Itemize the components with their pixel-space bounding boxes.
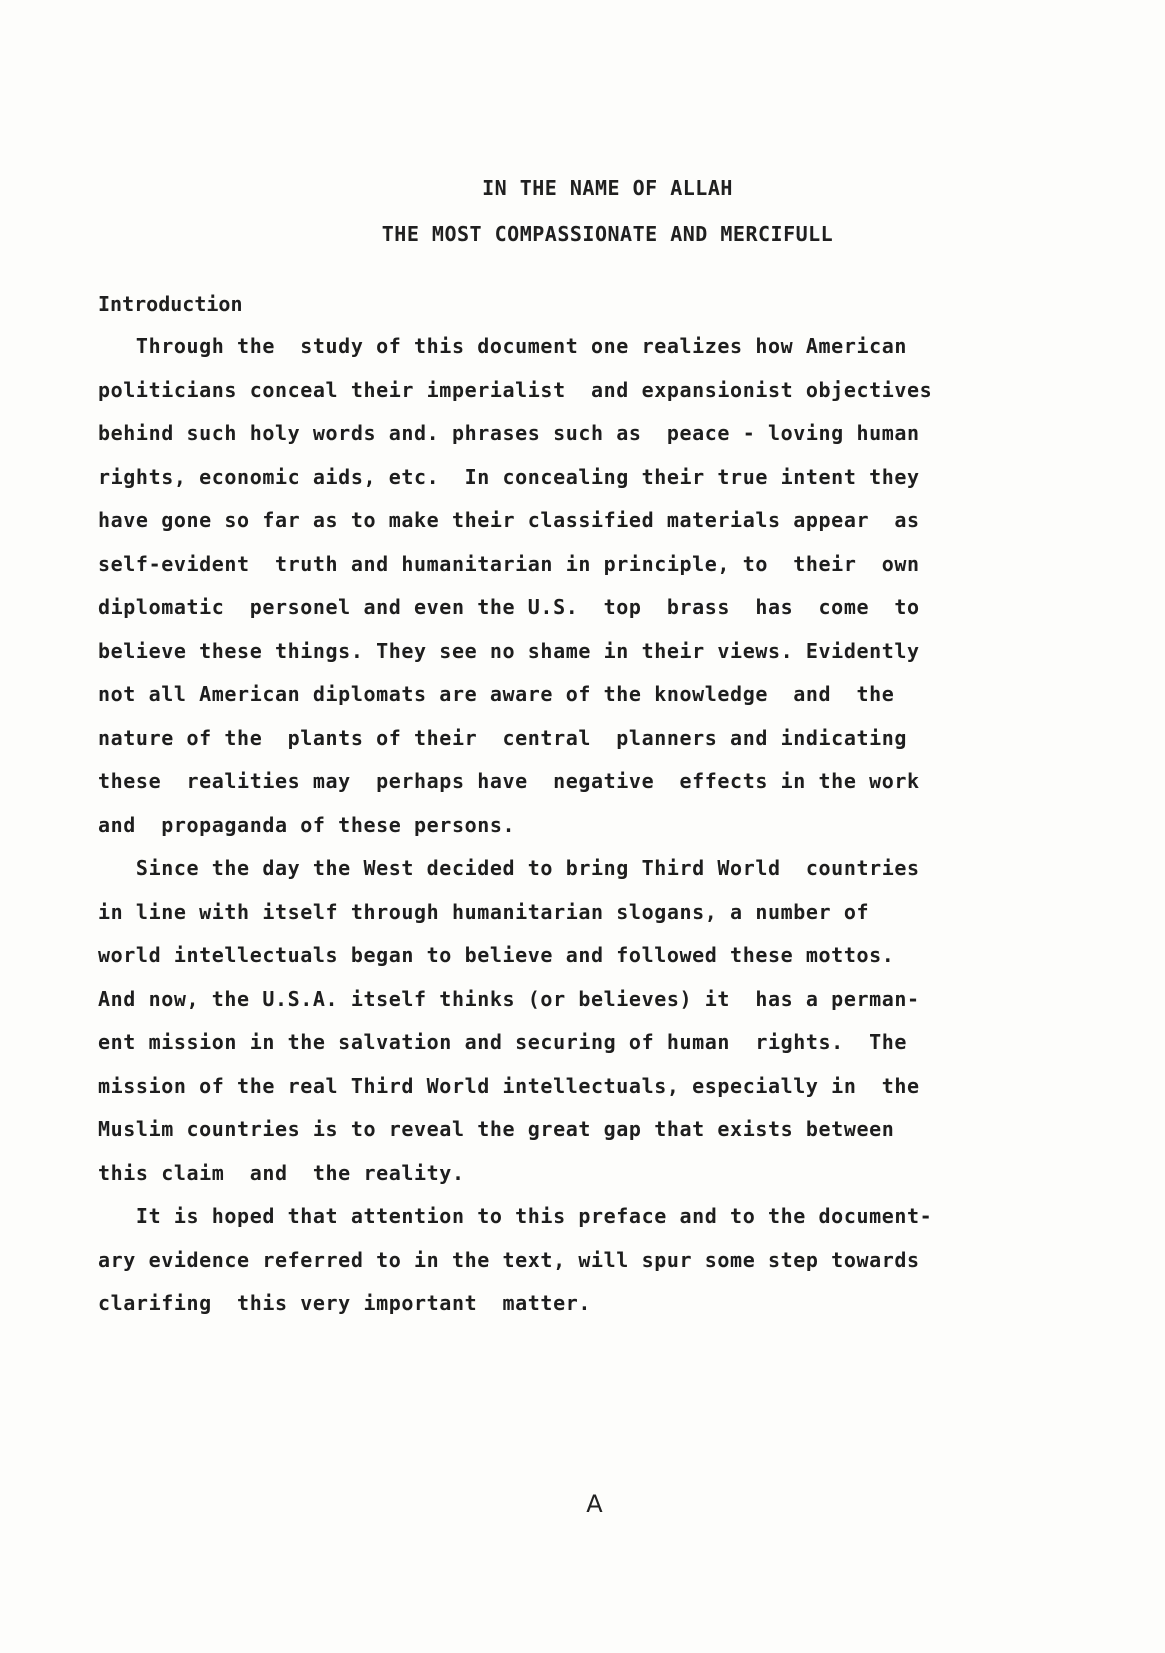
text-line: self-evident truth and humanitarian in principle, to their own — [98, 552, 920, 576]
text-line: world intellectuals began to believe and followed these mottos. — [98, 943, 895, 967]
text-line: believe these things. They see no shame in their views. Evidently — [98, 639, 920, 663]
text-line: Through the study of this document one realizes how American — [98, 334, 908, 358]
text-line: nature of the plants of their central planners and indicating — [98, 726, 908, 750]
text-line: mission of the real Third World intellectuals, especially in the — [98, 1074, 920, 1098]
text-line: It is hoped that attention to this preface and to the document- — [98, 1204, 933, 1228]
heading-line-2: THE MOST COMPASSIONATE AND MERCIFULL — [381, 222, 834, 246]
text-line: have gone so far as to make their classified materials appear as — [98, 508, 920, 532]
text-line: this claim and the reality. — [98, 1161, 465, 1185]
text-line: diplomatic personel and even the U.S. top brass has come to — [98, 595, 920, 619]
text-line: ary evidence referred to in the text, will spur some step towards — [98, 1248, 920, 1272]
heading-line-1: IN THE NAME OF ALLAH — [482, 176, 733, 200]
text-line: Muslim countries is to reveal the great gap that exists between — [98, 1117, 895, 1141]
text-line: And now, the U.S.A. itself thinks (or believes) it has a perman- — [98, 987, 920, 1011]
text-line: Since the day the West decided to bring Third World countries — [98, 856, 920, 880]
text-line: ent mission in the salvation and securing of human rights. The — [98, 1030, 908, 1054]
text-line: clarifing this very important matter. — [98, 1291, 591, 1315]
text-line: politicians conceal their imperialist and expansionist objectives — [98, 378, 933, 402]
text-line: and propaganda of these persons. — [98, 813, 516, 837]
section-title: Introduction — [98, 292, 243, 316]
page-number: A — [586, 1490, 603, 1518]
text-line: these realities may perhaps have negative effects in the work — [98, 769, 920, 793]
text-line: behind such holy words and. phrases such as peace - loving human — [98, 421, 920, 445]
text-line: in line with itself through humanitarian slogans, a number of — [98, 900, 870, 924]
text-line: not all American diplomats are aware of the knowledge and the — [98, 682, 895, 706]
text-line: rights, economic aids, etc. In concealing their true intent they — [98, 465, 920, 489]
